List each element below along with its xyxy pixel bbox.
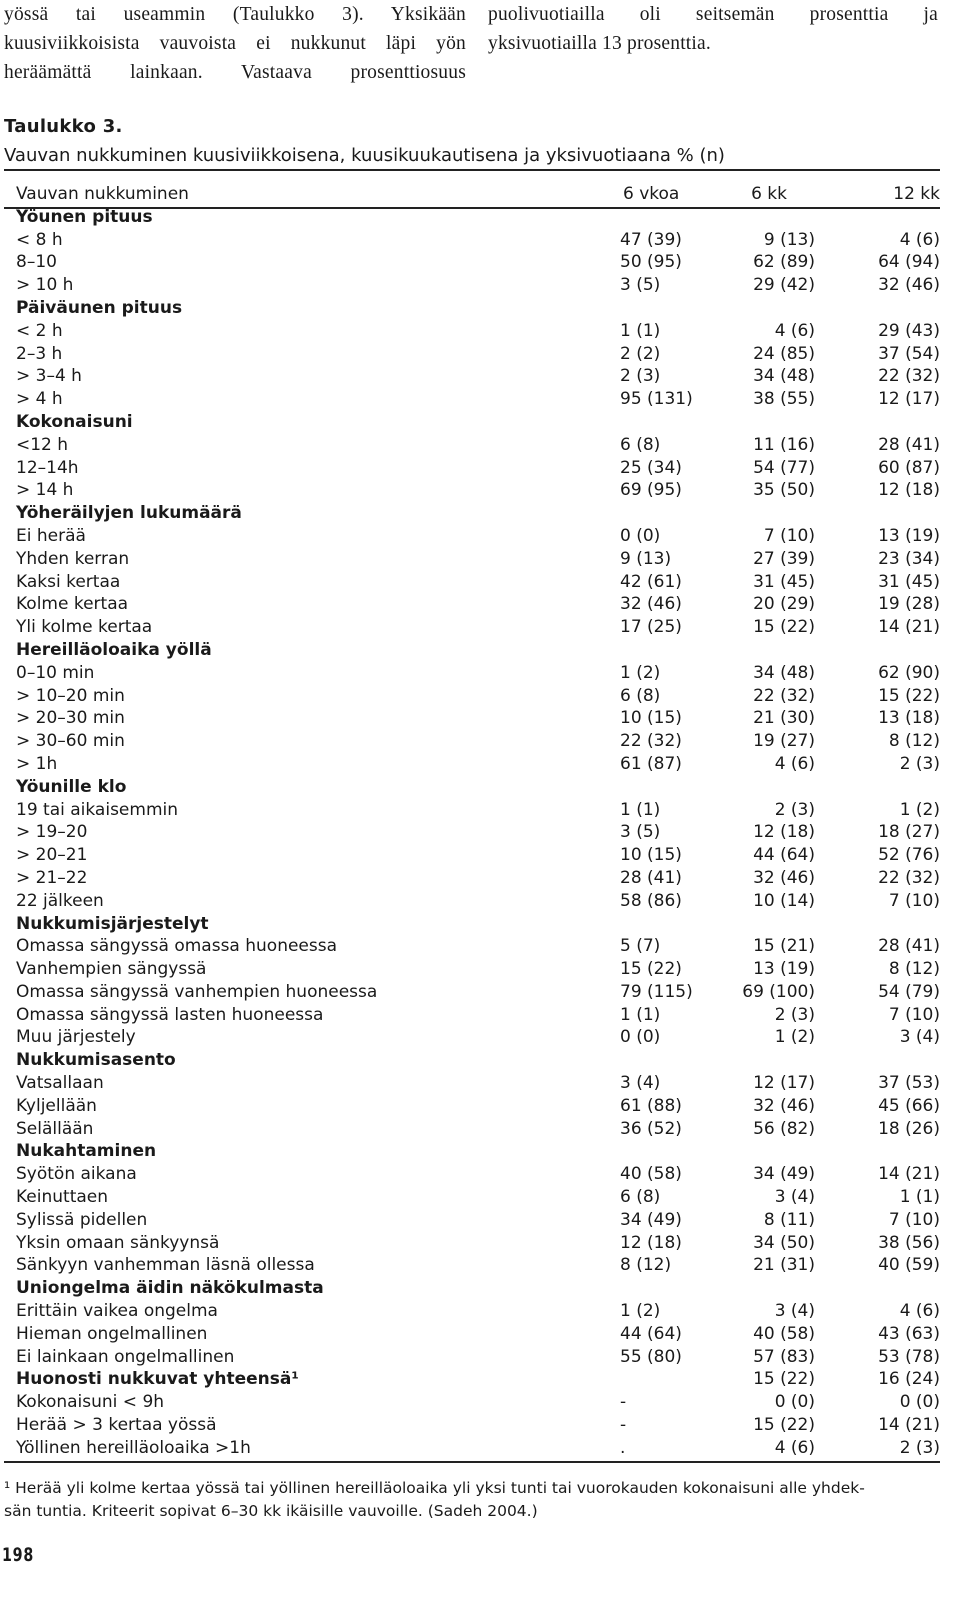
table-row [0, 753, 960, 776]
table-row [0, 1232, 960, 1255]
row-label: Keinuttaen [16, 1187, 109, 1208]
cell-12-months: 14 (21) [878, 617, 940, 638]
table-section-row [0, 1277, 960, 1300]
cell-12-months: 54 (79) [878, 981, 940, 1002]
table-row [0, 525, 960, 548]
row-label: Herää > 3 kertaa yössä [16, 1415, 217, 1436]
cell-6-months: 44 (64) [753, 845, 815, 866]
table-row [0, 479, 960, 502]
cell-6-weeks: 1 (1) [620, 799, 661, 820]
cell-6-weeks: 50 (95) [620, 252, 682, 273]
sleep-table [0, 183, 960, 1460]
table-row [0, 1118, 960, 1141]
cell-12-months: 62 (90) [878, 662, 940, 683]
row-label: Hieman ongelmallinen [16, 1323, 208, 1344]
table-row [0, 343, 960, 366]
cell-6-weeks: 3 (5) [620, 822, 661, 843]
row-label: Kolme kertaa [16, 594, 129, 615]
row-label: < 8 h [16, 229, 63, 250]
table-section-row [0, 297, 960, 320]
cell-6-weeks: 61 (88) [620, 1095, 682, 1116]
row-label: Ei lainkaan ongelmallinen [16, 1346, 235, 1367]
cell-12-months: 40 (59) [878, 1255, 940, 1276]
row-label: > 20–30 min [16, 708, 125, 729]
cell-6-months: 35 (50) [753, 480, 815, 501]
cell-6-months: 8 (11) [763, 1209, 815, 1230]
cell-6-months: 15 (22) [753, 1369, 815, 1390]
cell-6-months: 62 (89) [753, 252, 815, 273]
row-label: Vatsallaan [16, 1073, 104, 1094]
row-label: Omassa sängyssä omassa huoneessa [16, 936, 338, 957]
table-number: Taulukko 3. [4, 116, 123, 137]
section-label: Yöheräilyjen lukumäärä [16, 503, 242, 524]
row-label: 19 tai aikaisemmin [16, 799, 179, 820]
table-bottom-rule [4, 1461, 940, 1463]
cell-12-months: 28 (41) [878, 434, 940, 455]
cell-12-months: 8 (12) [888, 959, 940, 980]
cell-6-weeks: 8 (12) [620, 1255, 672, 1276]
row-label: < 2 h [16, 320, 63, 341]
cell-6-weeks: - [620, 1415, 627, 1436]
cell-12-months: 7 (10) [888, 890, 940, 911]
cell-6-months: 32 (46) [753, 1095, 815, 1116]
table-row [0, 388, 960, 411]
row-label: Sänkyyn vanhemman läsnä ollessa [16, 1255, 315, 1276]
table-header-row [0, 183, 960, 206]
cell-6-months: 9 (13) [763, 229, 815, 250]
table-row [0, 799, 960, 822]
cell-6-weeks: 17 (25) [620, 617, 682, 638]
table-row [0, 1437, 960, 1460]
cell-6-weeks: 28 (41) [620, 867, 682, 888]
table-row [0, 1323, 960, 1346]
cell-12-months: 19 (28) [878, 594, 940, 615]
header-cell: 12 kk [893, 184, 940, 204]
cell-6-months: 69 (100) [742, 981, 815, 1002]
cell-12-months: 3 (4) [899, 1027, 940, 1048]
cell-6-weeks: 61 (87) [620, 753, 682, 774]
cell-6-weeks: - [620, 1392, 627, 1413]
row-label: Sylissä pidellen [16, 1209, 148, 1230]
row-label: > 20–21 [16, 845, 88, 866]
table-row [0, 229, 960, 252]
table-row [0, 981, 960, 1004]
cell-12-months: 1 (1) [899, 1187, 940, 1208]
table-body [0, 206, 960, 1460]
cell-12-months: 2 (3) [899, 753, 940, 774]
row-label: Syötön aikana [16, 1164, 137, 1185]
cell-6-weeks: 79 (115) [620, 981, 693, 1002]
row-label: Omassa sängyssä lasten huoneessa [16, 1004, 324, 1025]
section-label: Kokonaisuni [16, 411, 133, 432]
cell-12-months: 22 (32) [878, 867, 940, 888]
cell-12-months: 13 (18) [878, 708, 940, 729]
header-cell: 6 kk [751, 184, 787, 204]
cell-6-months: 34 (50) [753, 1232, 815, 1253]
table-row [0, 593, 960, 616]
intro-line: yössä tai useammin (Taulukko 3). Yksikään [4, 4, 466, 25]
table-row [0, 867, 960, 890]
row-label: Muu järjestely [16, 1027, 136, 1048]
cell-6-weeks: 42 (61) [620, 571, 682, 592]
cell-6-months: 10 (14) [753, 890, 815, 911]
cell-6-months: 21 (30) [753, 708, 815, 729]
table-row [0, 1346, 960, 1369]
cell-6-weeks: 32 (46) [620, 594, 682, 615]
intro-column-left [4, 0, 466, 87]
header-cell: Vauvan nukkuminen [16, 184, 189, 204]
cell-6-weeks: 6 (8) [620, 1187, 661, 1208]
table-row [0, 844, 960, 867]
table-top-rule [4, 169, 940, 171]
row-label: > 4 h [16, 389, 63, 410]
table-row [0, 1254, 960, 1277]
row-label: Yksin omaan sänkyynsä [16, 1232, 220, 1253]
cell-6-weeks: 2 (2) [620, 343, 661, 364]
cell-6-weeks: 69 (95) [620, 480, 682, 501]
intro-line: kuusiviikkoisista vauvoista ei nukkunut läpi yön [4, 33, 466, 54]
table-row [0, 548, 960, 571]
cell-6-weeks: 22 (32) [620, 731, 682, 752]
row-label: <12 h [16, 434, 69, 455]
cell-6-weeks: 0 (0) [620, 1027, 661, 1048]
row-label: > 14 h [16, 480, 74, 501]
cell-6-weeks: 34 (49) [620, 1209, 682, 1230]
section-label: Nukkumisjärjestelyt [16, 913, 209, 934]
table-section-row [0, 913, 960, 936]
cell-6-months: 29 (42) [753, 275, 815, 296]
table-row [0, 1004, 960, 1027]
table-row [0, 707, 960, 730]
section-label: Päiväunen pituus [16, 297, 183, 318]
intro-line: yksivuotiailla 13 prosenttia. [488, 33, 711, 54]
section-label: Uniongelma äidin näkökulmasta [16, 1278, 324, 1299]
row-label: Yöllinen hereilläoloaika >1h [16, 1437, 251, 1458]
cell-12-months: 52 (76) [878, 845, 940, 866]
row-label: > 19–20 [16, 822, 88, 843]
header-cell: 6 vkoa [623, 184, 680, 204]
cell-6-months: 0 (0) [774, 1392, 815, 1413]
page-number: 198 [2, 1544, 35, 1566]
row-label: 8–10 [16, 252, 57, 273]
row-label: > 21–22 [16, 867, 88, 888]
cell-6-weeks: 9 (13) [620, 548, 672, 569]
table-section-row [0, 1049, 960, 1072]
cell-12-months: 28 (41) [878, 936, 940, 957]
cell-12-months: 38 (56) [878, 1232, 940, 1253]
cell-6-months: 12 (17) [753, 1073, 815, 1094]
intro-line: heräämättä lainkaan. Vastaava prosenttiosuus [4, 62, 466, 83]
cell-6-months: 40 (58) [753, 1323, 815, 1344]
cell-6-months: 2 (3) [774, 1004, 815, 1025]
cell-6-months: 15 (21) [753, 936, 815, 957]
table-row [0, 1300, 960, 1323]
row-label: Vanhempien sängyssä [16, 959, 207, 980]
row-label: Yhden kerran [16, 548, 130, 569]
cell-6-months: 15 (22) [753, 1415, 815, 1436]
cell-12-months: 64 (94) [878, 252, 940, 273]
cell-12-months: 18 (26) [878, 1118, 940, 1139]
cell-6-weeks: 36 (52) [620, 1118, 682, 1139]
cell-6-weeks: 10 (15) [620, 708, 682, 729]
cell-6-weeks: 2 (3) [620, 366, 661, 387]
cell-6-weeks: 3 (4) [620, 1073, 661, 1094]
cell-12-months: 37 (54) [878, 343, 940, 364]
cell-6-weeks: 1 (1) [620, 320, 661, 341]
table-row [0, 1026, 960, 1049]
row-label: 0–10 min [16, 662, 95, 683]
cell-6-months: 34 (48) [753, 662, 815, 683]
table-row [0, 685, 960, 708]
cell-6-months: 32 (46) [753, 867, 815, 888]
cell-6-weeks: 44 (64) [620, 1323, 682, 1344]
table-row [0, 958, 960, 981]
footnote-line: sän tuntia. Kriteerit sopivat 6–30 kk ikäisille vauvoille. (Sadeh 2004.) [4, 1502, 538, 1520]
table-row [0, 1414, 960, 1437]
table-row [0, 935, 960, 958]
table-section-row [0, 206, 960, 229]
cell-12-months: 15 (22) [878, 685, 940, 706]
cell-12-months: 12 (17) [878, 389, 940, 410]
row-label: > 10–20 min [16, 685, 125, 706]
cell-6-months: 54 (77) [753, 457, 815, 478]
cell-6-weeks: 10 (15) [620, 845, 682, 866]
cell-12-months: 7 (10) [888, 1004, 940, 1025]
cell-6-months: 38 (55) [753, 389, 815, 410]
intro-column-right [488, 0, 938, 58]
cell-12-months: 2 (3) [899, 1437, 940, 1458]
table-row [0, 1209, 960, 1232]
cell-6-months: 27 (39) [753, 548, 815, 569]
row-label: Kyljellään [16, 1095, 97, 1116]
cell-12-months: 7 (10) [888, 1209, 940, 1230]
cell-6-weeks: 95 (131) [620, 389, 693, 410]
cell-6-weeks: 47 (39) [620, 229, 682, 250]
cell-6-months: 56 (82) [753, 1118, 815, 1139]
cell-6-weeks: 55 (80) [620, 1346, 682, 1367]
cell-12-months: 4 (6) [899, 229, 940, 250]
row-label: > 10 h [16, 275, 74, 296]
row-label: Ei herää [16, 525, 86, 546]
cell-6-weeks: 40 (58) [620, 1164, 682, 1185]
cell-6-months: 24 (85) [753, 343, 815, 364]
cell-12-months: 12 (18) [878, 480, 940, 501]
cell-12-months: 32 (46) [878, 275, 940, 296]
cell-12-months: 4 (6) [899, 1301, 940, 1322]
table-row [0, 1163, 960, 1186]
table-row [0, 662, 960, 685]
cell-6-weeks: 3 (5) [620, 275, 661, 296]
table-row [0, 616, 960, 639]
cell-12-months: 29 (43) [878, 320, 940, 341]
table-row [0, 434, 960, 457]
cell-12-months: 37 (53) [878, 1073, 940, 1094]
row-label: > 3–4 h [16, 366, 82, 387]
row-label: Selällään [16, 1118, 94, 1139]
table-section-row [0, 502, 960, 525]
cell-6-months: 31 (45) [753, 571, 815, 592]
cell-6-months: 11 (16) [753, 434, 815, 455]
cell-12-months: 43 (63) [878, 1323, 940, 1344]
cell-6-months: 20 (29) [753, 594, 815, 615]
cell-6-months: 34 (49) [753, 1164, 815, 1185]
table-section-row [0, 411, 960, 434]
table-caption [4, 112, 725, 170]
table-row [0, 320, 960, 343]
cell-12-months: 53 (78) [878, 1346, 940, 1367]
cell-12-months: 1 (2) [899, 799, 940, 820]
cell-12-months: 0 (0) [899, 1392, 940, 1413]
row-label: Yli kolme kertaa [16, 617, 153, 638]
cell-12-months: 23 (34) [878, 548, 940, 569]
cell-6-weeks: 6 (8) [620, 434, 661, 455]
cell-6-months: 3 (4) [774, 1301, 815, 1322]
cell-6-weeks: 6 (8) [620, 685, 661, 706]
section-label: Huonosti nukkuvat yhteensä¹ [16, 1369, 299, 1390]
cell-6-weeks: 1 (1) [620, 1004, 661, 1025]
cell-12-months: 14 (21) [878, 1415, 940, 1436]
cell-6-months: 2 (3) [774, 799, 815, 820]
section-label: Yöunen pituus [16, 206, 153, 227]
cell-6-months: 4 (6) [774, 753, 815, 774]
cell-6-weeks: 0 (0) [620, 525, 661, 546]
table-row [0, 1095, 960, 1118]
table-row [0, 1072, 960, 1095]
footnote [4, 1477, 940, 1523]
cell-6-weeks: 1 (2) [620, 662, 661, 683]
table-row [0, 730, 960, 753]
cell-6-months: 34 (48) [753, 366, 815, 387]
cell-12-months: 22 (32) [878, 366, 940, 387]
cell-6-weeks: 5 (7) [620, 936, 661, 957]
cell-6-months: 12 (18) [753, 822, 815, 843]
row-label: 12–14h [16, 457, 79, 478]
cell-6-weeks: 25 (34) [620, 457, 682, 478]
cell-12-months: 8 (12) [888, 731, 940, 752]
cell-6-weeks: 58 (86) [620, 890, 682, 911]
table-section-row [0, 776, 960, 799]
cell-6-weeks: . [620, 1437, 626, 1458]
row-label: > 30–60 min [16, 731, 125, 752]
table-row [0, 1391, 960, 1414]
row-label: Erittäin vaikea ongelma [16, 1301, 218, 1322]
cell-6-months: 15 (22) [753, 617, 815, 638]
cell-6-months: 57 (83) [753, 1346, 815, 1367]
cell-12-months: 45 (66) [878, 1095, 940, 1116]
table-section-row [0, 1140, 960, 1163]
table-row [0, 457, 960, 480]
section-label: Hereilläoloaika yöllä [16, 639, 212, 660]
table-row [0, 251, 960, 274]
table-section-row [0, 1368, 960, 1391]
cell-6-months: 3 (4) [774, 1187, 815, 1208]
table-row [0, 274, 960, 297]
cell-6-months: 21 (31) [753, 1255, 815, 1276]
cell-6-months: 19 (27) [753, 731, 815, 752]
table-section-row [0, 639, 960, 662]
row-label: Kaksi kertaa [16, 571, 121, 592]
footnote-line: ¹ Herää yli kolme kertaa yössä tai yöllinen hereilläoloaika yli yksi tunti tai vuorokauden kokonaisuni alle yhdek- [4, 1479, 865, 1497]
cell-6-weeks: 12 (18) [620, 1232, 682, 1253]
cell-6-months: 1 (2) [774, 1027, 815, 1048]
cell-6-months: 22 (32) [753, 685, 815, 706]
cell-12-months: 13 (19) [878, 525, 940, 546]
table-row [0, 1186, 960, 1209]
cell-6-months: 4 (6) [774, 1437, 815, 1458]
row-label: 2–3 h [16, 343, 63, 364]
cell-6-months: 13 (19) [753, 959, 815, 980]
cell-12-months: 18 (27) [878, 822, 940, 843]
cell-6-months: 7 (10) [763, 525, 815, 546]
cell-12-months: 60 (87) [878, 457, 940, 478]
row-label: Omassa sängyssä vanhempien huoneessa [16, 981, 378, 1002]
table-title: Vauvan nukkuminen kuusiviikkoisena, kuusikuukautisena ja yksivuotiaana % (n) [4, 145, 725, 166]
row-label: 22 jälkeen [16, 890, 104, 911]
cell-6-weeks: 15 (22) [620, 959, 682, 980]
cell-6-months: 4 (6) [774, 320, 815, 341]
table-row [0, 365, 960, 388]
intro-text [0, 0, 960, 100]
cell-6-weeks: 1 (2) [620, 1301, 661, 1322]
table-row [0, 571, 960, 594]
section-label: Nukahtaminen [16, 1141, 157, 1162]
cell-12-months: 16 (24) [878, 1369, 940, 1390]
row-label: Kokonaisuni < 9h [16, 1392, 165, 1413]
section-label: Yöunille klo [16, 776, 127, 797]
cell-12-months: 14 (21) [878, 1164, 940, 1185]
table-row [0, 821, 960, 844]
table-row [0, 890, 960, 913]
intro-line: puolivuotiailla oli seitsemän prosenttia ja [488, 4, 938, 25]
section-label: Nukkumisasento [16, 1050, 176, 1071]
cell-12-months: 31 (45) [878, 571, 940, 592]
row-label: > 1h [16, 753, 58, 774]
